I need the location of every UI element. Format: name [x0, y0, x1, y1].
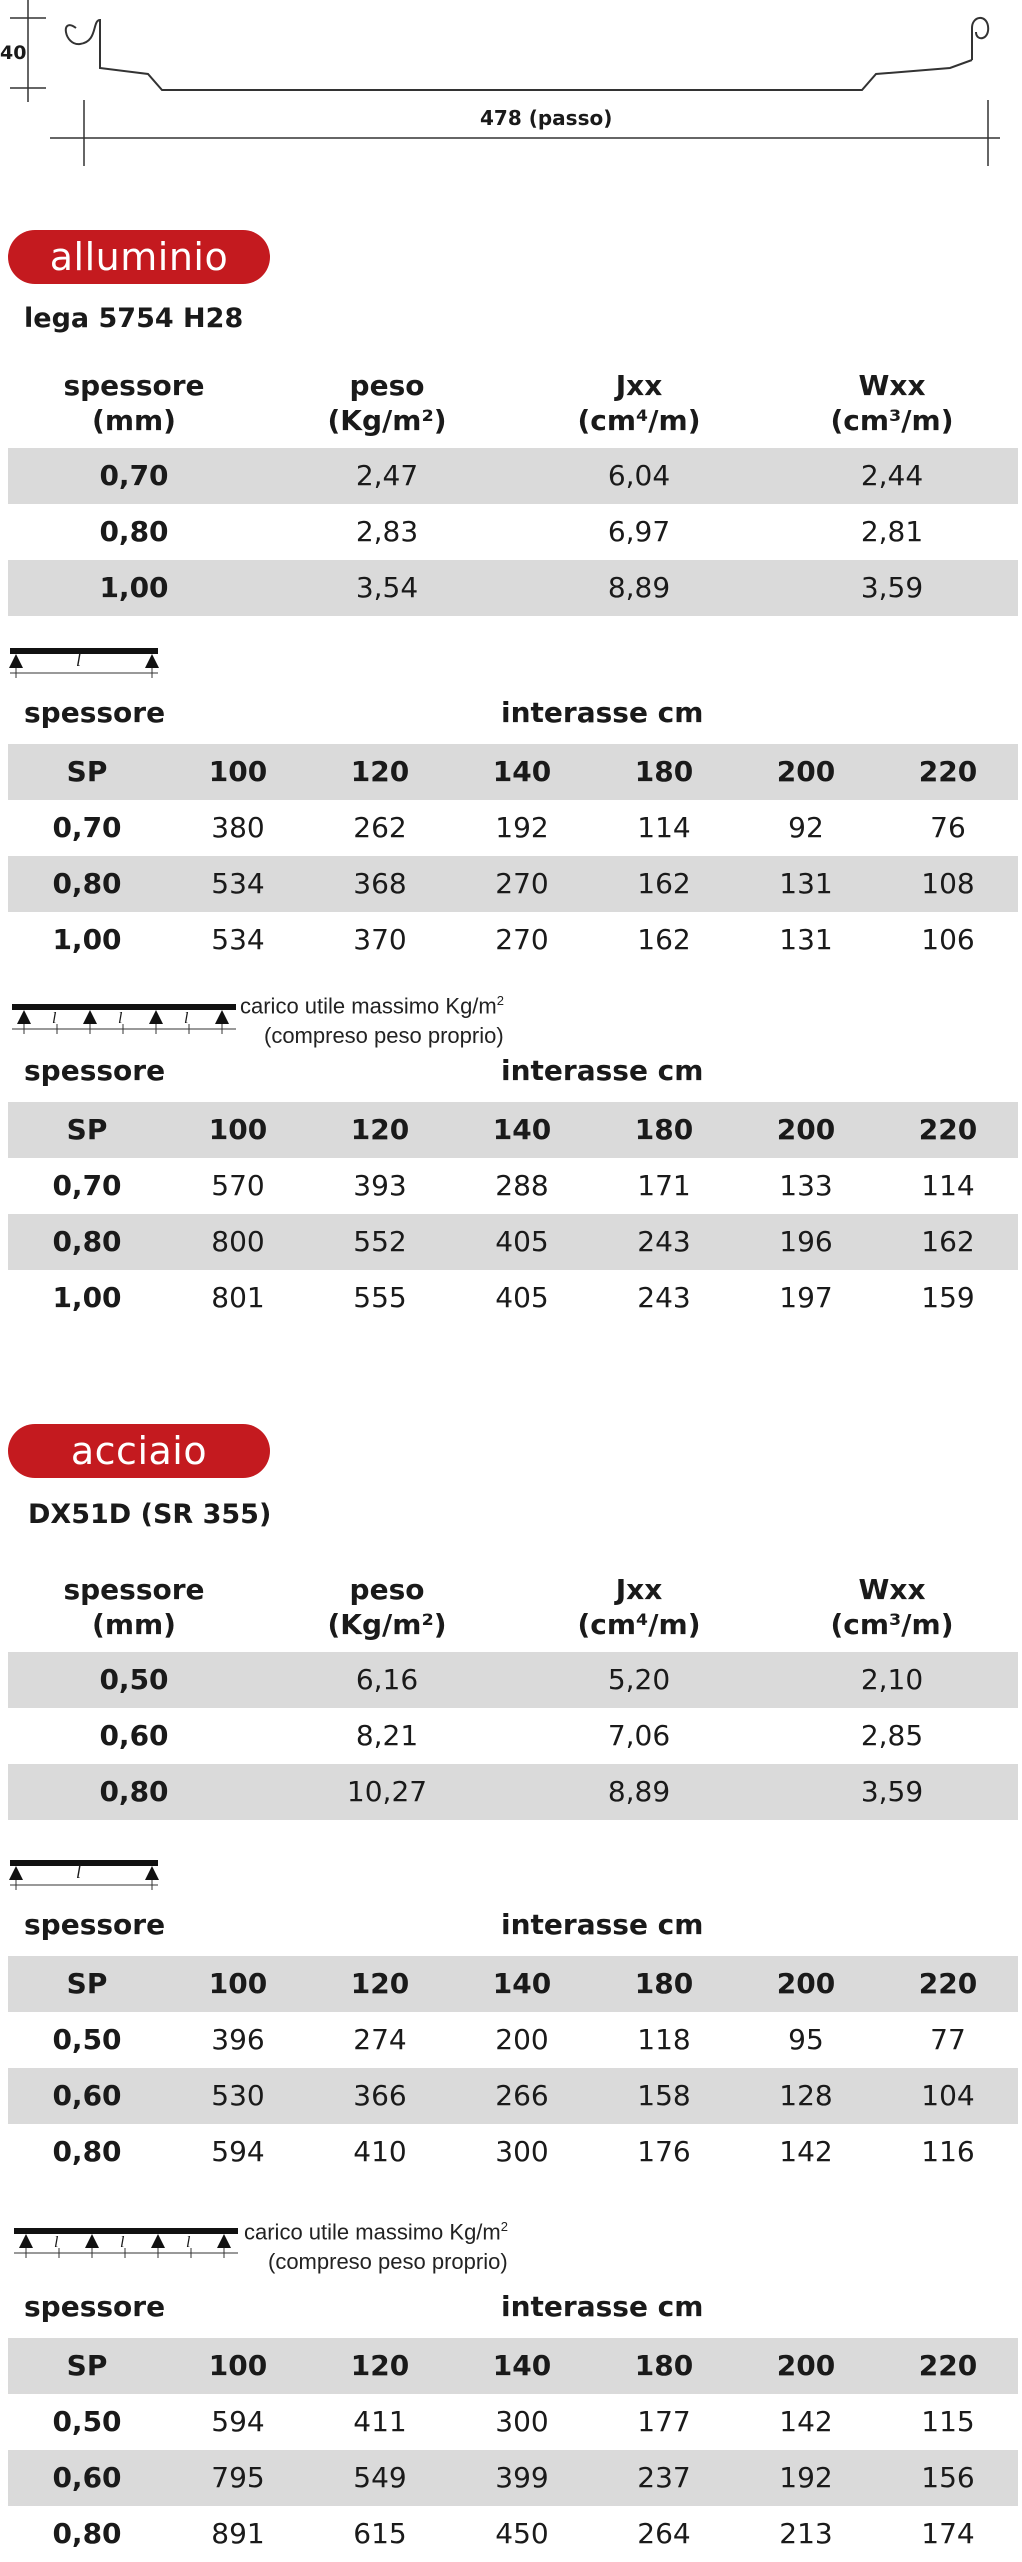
cell-value: 368 [353, 867, 407, 900]
cell-value: 77 [930, 2023, 966, 2056]
interasse-label: interasse cm [501, 1908, 704, 1941]
cell-jxx: 8,89 [607, 571, 671, 604]
cell-sp: 0,70 [52, 811, 122, 844]
header-sp: SP [66, 2349, 108, 2382]
cell-value: 370 [353, 923, 407, 956]
cell-value: 196 [779, 1225, 833, 1258]
single-span-diagram-icon [8, 646, 168, 686]
cell-value: 288 [495, 1169, 549, 1202]
cell-jxx: 5,20 [607, 1663, 671, 1696]
spessore-label: spessore [24, 696, 166, 729]
cell-value: 552 [353, 1225, 407, 1258]
cell-value: 266 [495, 2079, 549, 2112]
header-interasse: 220 [918, 755, 978, 788]
cell-value: 108 [921, 867, 975, 900]
cell-sp: 1,00 [52, 923, 122, 956]
cell-value: 118 [637, 2023, 691, 2056]
cell-value: 192 [779, 2461, 833, 2494]
header-interasse: 100 [208, 1113, 268, 1146]
table-row [8, 2124, 1018, 2180]
cell-sp: 0,80 [52, 2517, 122, 2550]
table-row [8, 800, 1018, 856]
table-row [8, 1652, 1018, 1708]
table-row [8, 1158, 1018, 1214]
cell-sp: 0,50 [52, 2405, 122, 2438]
header-interasse: 220 [918, 1113, 978, 1146]
load-table-multi-span-alluminio [8, 1048, 1018, 1318]
cell-peso: 6,16 [355, 1663, 419, 1696]
cell-wxx: 2,44 [860, 459, 924, 492]
cell-value: 131 [779, 867, 833, 900]
cell-value: 114 [921, 1169, 975, 1202]
header-jxx: Jxx (cm⁴/m) [577, 369, 701, 437]
cell-value: 156 [921, 2461, 975, 2494]
table-row [8, 2012, 1018, 2068]
header-sp: SP [66, 1967, 108, 2000]
section-title-acciaio: acciaio [8, 1424, 270, 1478]
span-symbol: l [52, 1010, 57, 1027]
cell-value: 237 [637, 2461, 691, 2494]
cell-wxx: 2,85 [860, 1719, 924, 1752]
cell-value: 594 [211, 2405, 265, 2438]
header-wxx: Wxx (cm³/m) [830, 1573, 954, 1641]
cell-sp: 0,80 [52, 1225, 122, 1258]
alloy-label-alluminio: lega 5754 H28 [24, 303, 244, 334]
header-interasse: 140 [492, 755, 552, 788]
cell-value: 300 [495, 2135, 549, 2168]
cell-value: 128 [779, 2079, 833, 2112]
header-peso: peso (Kg/m²) [327, 1573, 447, 1641]
cell-value: 200 [495, 2023, 549, 2056]
span-symbol: l [76, 1862, 82, 1882]
properties-table-alluminio [8, 366, 1018, 616]
cell-value: 450 [495, 2517, 549, 2550]
header-peso: peso (Kg/m²) [327, 369, 447, 437]
cell-value: 615 [353, 2517, 407, 2550]
cell-value: 530 [211, 2079, 265, 2112]
cell-value: 171 [637, 1169, 691, 1202]
cell-value: 133 [779, 1169, 833, 1202]
header-interasse: 140 [492, 2349, 552, 2382]
cell-value: 270 [495, 867, 549, 900]
header-sp: SP [66, 755, 108, 788]
table-row [8, 1270, 1018, 1326]
cell-spessore: 0,80 [99, 1775, 169, 1808]
span-symbol: l [76, 650, 82, 670]
table-header-row [8, 1102, 1018, 1158]
cell-value: 393 [353, 1169, 407, 1202]
cell-jxx: 6,97 [607, 515, 671, 548]
header-wxx: Wxx (cm³/m) [830, 369, 954, 437]
cell-value: 162 [637, 923, 691, 956]
cell-sp: 0,60 [52, 2461, 122, 2494]
cell-sp: 0,80 [52, 2135, 122, 2168]
cell-spessore: 0,60 [99, 1719, 169, 1752]
cell-value: 192 [495, 811, 549, 844]
header-interasse: 120 [350, 1113, 410, 1146]
multi-span-diagram-icon [10, 1002, 250, 1048]
cell-value: 159 [921, 1281, 975, 1314]
cell-value: 570 [211, 1169, 265, 1202]
cell-value: 300 [495, 2405, 549, 2438]
single-span-diagram-icon [8, 1858, 168, 1898]
cell-value: 405 [495, 1225, 549, 1258]
load-table-single-span-alluminio [8, 690, 1018, 960]
cell-value: 243 [637, 1225, 691, 1258]
cell-value: 106 [921, 923, 975, 956]
cell-peso: 8,21 [355, 1719, 419, 1752]
header-interasse: 200 [776, 1113, 836, 1146]
table-header-row [8, 744, 1018, 800]
table-row [8, 2506, 1018, 2562]
cell-value: 594 [211, 2135, 265, 2168]
header-sp: SP [66, 1113, 108, 1146]
cell-peso: 2,83 [355, 515, 419, 548]
height-dimension-label: 40 [0, 42, 27, 64]
spessore-label: spessore [24, 1908, 166, 1941]
header-interasse: 100 [208, 2349, 268, 2382]
cell-spessore: 0,80 [99, 515, 169, 548]
cell-value: 142 [779, 2135, 833, 2168]
table-row [8, 448, 1018, 504]
cell-value: 274 [353, 2023, 407, 2056]
cell-wxx: 3,59 [860, 1775, 924, 1808]
header-jxx: Jxx (cm⁴/m) [577, 1573, 701, 1641]
section-title-alluminio: alluminio [8, 230, 270, 284]
table-row [8, 504, 1018, 560]
cell-value: 795 [211, 2461, 265, 2494]
cell-value: 549 [353, 2461, 407, 2494]
table-row [8, 1764, 1018, 1820]
spessore-label: spessore [24, 2290, 166, 2323]
table-row [8, 560, 1018, 616]
header-interasse: 100 [208, 1967, 268, 2000]
cell-value: 555 [353, 1281, 407, 1314]
cell-value: 891 [211, 2517, 265, 2550]
table-row [8, 1214, 1018, 1270]
cell-value: 142 [779, 2405, 833, 2438]
cell-value: 396 [211, 2023, 265, 2056]
header-spessore: spessore (mm) [63, 1573, 205, 1641]
cell-value: 262 [353, 811, 407, 844]
cell-value: 801 [211, 1281, 265, 1314]
table-row [8, 912, 1018, 968]
header-interasse: 200 [776, 1967, 836, 2000]
table-row [8, 856, 1018, 912]
cell-sp: 0,80 [52, 867, 122, 900]
cell-value: 114 [637, 811, 691, 844]
cell-spessore: 0,70 [99, 459, 169, 492]
cell-value: 800 [211, 1225, 265, 1258]
cell-value: 104 [921, 2079, 975, 2112]
header-interasse: 140 [492, 1967, 552, 2000]
span-symbol: l [184, 1010, 189, 1027]
cell-value: 162 [921, 1225, 975, 1258]
load-table-multi-span-acciaio [8, 2284, 1018, 2554]
alloy-label-acciaio: DX51D (SR 355) [28, 1499, 272, 1530]
cell-value: 197 [779, 1281, 833, 1314]
cell-value: 399 [495, 2461, 549, 2494]
cell-value: 534 [211, 923, 265, 956]
profile-drawing [0, 0, 1022, 170]
cell-value: 162 [637, 867, 691, 900]
multi-span-diagram-icon [12, 2226, 252, 2272]
cell-value: 92 [788, 811, 824, 844]
table-header-row [8, 2338, 1018, 2394]
header-interasse: 200 [776, 755, 836, 788]
table-row [8, 2068, 1018, 2124]
cell-spessore: 0,50 [99, 1663, 169, 1696]
header-interasse: 200 [776, 2349, 836, 2382]
interasse-label: interasse cm [501, 1054, 704, 1087]
cell-value: 115 [921, 2405, 975, 2438]
cell-value: 243 [637, 1281, 691, 1314]
cell-jxx: 7,06 [607, 1719, 671, 1752]
cell-value: 410 [353, 2135, 407, 2168]
cell-value: 131 [779, 923, 833, 956]
header-interasse: 180 [634, 755, 694, 788]
header-interasse: 120 [350, 755, 410, 788]
load-table-single-span-acciaio [8, 1902, 1018, 2172]
cell-wxx: 2,81 [860, 515, 924, 548]
header-interasse: 220 [918, 1967, 978, 2000]
cell-value: 177 [637, 2405, 691, 2438]
cell-jxx: 8,89 [607, 1775, 671, 1808]
cell-value: 270 [495, 923, 549, 956]
cell-sp: 0,50 [52, 2023, 122, 2056]
header-interasse: 120 [350, 1967, 410, 2000]
span-symbol: l [120, 2234, 125, 2251]
cell-sp: 0,60 [52, 2079, 122, 2112]
properties-table-acciaio [8, 1570, 1018, 1820]
table-row [8, 1708, 1018, 1764]
cell-value: 116 [921, 2135, 975, 2168]
table-row [8, 2450, 1018, 2506]
spessore-label: spessore [24, 1054, 166, 1087]
cell-peso: 3,54 [355, 571, 419, 604]
header-interasse: 180 [634, 2349, 694, 2382]
cell-value: 380 [211, 811, 265, 844]
cell-value: 213 [779, 2517, 833, 2550]
interasse-label: interasse cm [501, 696, 704, 729]
cell-value: 176 [637, 2135, 691, 2168]
cell-peso: 2,47 [355, 459, 419, 492]
cell-value: 264 [637, 2517, 691, 2550]
cell-wxx: 2,10 [860, 1663, 924, 1696]
cell-value: 405 [495, 1281, 549, 1314]
span-symbol: l [118, 1010, 123, 1027]
span-symbol: l [186, 2234, 191, 2251]
cell-value: 158 [637, 2079, 691, 2112]
cell-wxx: 3,59 [860, 571, 924, 604]
header-interasse: 180 [634, 1967, 694, 2000]
span-symbol: l [54, 2234, 59, 2251]
pitch-dimension-label: 478 (passo) [480, 106, 613, 130]
cell-jxx: 6,04 [607, 459, 671, 492]
header-interasse: 120 [350, 2349, 410, 2382]
cell-peso: 10,27 [346, 1775, 428, 1808]
cell-sp: 0,70 [52, 1169, 122, 1202]
cell-value: 366 [353, 2079, 407, 2112]
header-interasse: 140 [492, 1113, 552, 1146]
header-interasse: 100 [208, 755, 268, 788]
cell-value: 534 [211, 867, 265, 900]
cell-spessore: 1,00 [99, 571, 169, 604]
table-header-row [8, 1956, 1018, 2012]
header-interasse: 220 [918, 2349, 978, 2382]
cell-value: 411 [353, 2405, 407, 2438]
cell-value: 174 [921, 2517, 975, 2550]
cell-sp: 1,00 [52, 1281, 122, 1314]
cell-value: 76 [930, 811, 966, 844]
load-note: carico utile massimo $Kg/m^2$ (compreso peso proprio) [240, 993, 504, 1049]
header-spessore: spessore (mm) [63, 369, 205, 437]
interasse-label: interasse cm [501, 2290, 704, 2323]
header-interasse: 180 [634, 1113, 694, 1146]
table-row [8, 2394, 1018, 2450]
cell-value: 95 [788, 2023, 824, 2056]
load-note: carico utile massimo $Kg/m^2$ (compreso peso proprio) [244, 2219, 508, 2275]
